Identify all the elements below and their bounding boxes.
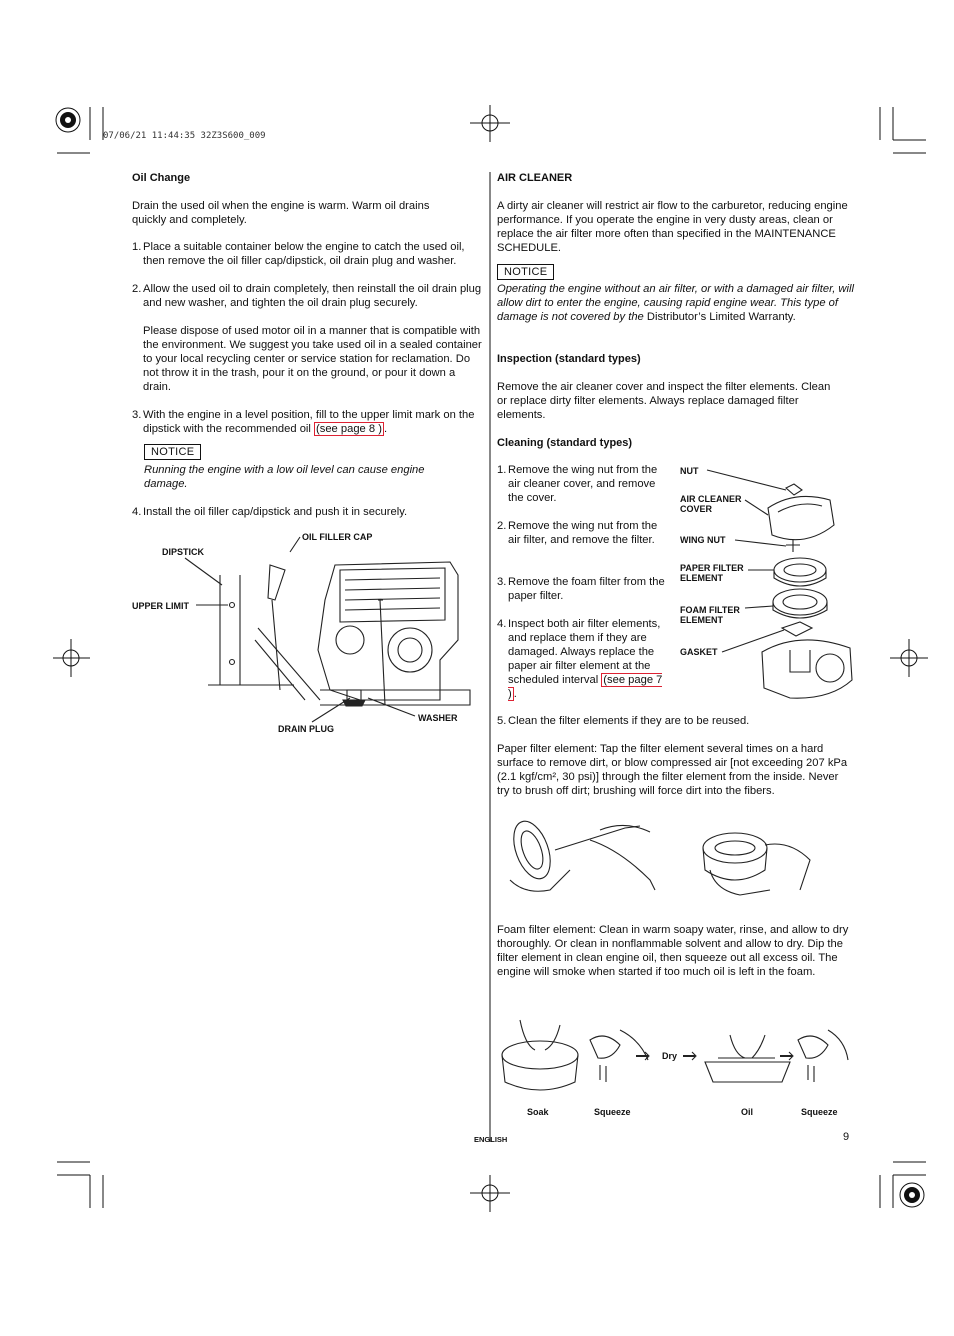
label-paper-filter: PAPER FILTER ELEMENT bbox=[680, 563, 744, 583]
notice-text: Running the engine with a low oil level can cause engine damage. bbox=[144, 464, 425, 490]
foam-filter-text: Foam filter element: Clean in warm soapy water, rinse, and allow to dry thoroughly. Or clean in nonflammable solvent and allow to dry. Dip the filter element in clean engine oil, then squeeze out all excess oil. The engine will smoke when started if too much oil is left in the foam. bbox=[497, 924, 849, 978]
label-washer: WASHER bbox=[418, 713, 458, 723]
air-notice-text: Operating the engine without an air filter, or with a damaged air filter, will allow dirt to enter the engine, causing rapid engine wear. This type of damage is not covered by the Distributor’s Limited Warranty. bbox=[497, 283, 854, 323]
notice-badge: NOTICE bbox=[144, 444, 201, 460]
air-notice-badge: NOTICE bbox=[497, 264, 554, 280]
oil-change-heading: Oil Change bbox=[132, 172, 191, 184]
label-oil: Oil bbox=[741, 1107, 754, 1117]
footer-language: ENGLISH bbox=[474, 1135, 508, 1144]
oil-step-4: 4. Install the oil filler cap/dipstick and push it in securely. bbox=[132, 506, 408, 518]
label-foam-filter: FOAM FILTER ELEMENT bbox=[680, 605, 740, 625]
air-step-3: 3. Remove the foam filter from the paper filter. bbox=[497, 576, 665, 602]
oil-step-1: 1. Place a suitable container below the engine to catch the used oil, then remove the oil filler cap/dipstick, oil drain plug and washer. bbox=[132, 241, 465, 267]
label-upper-limit: UPPER LIMIT bbox=[132, 601, 190, 611]
label-dipstick: DIPSTICK bbox=[162, 547, 205, 557]
oil-step-2: 2. Allow the used oil to drain completely, then reinstall the oil drain plug and new washer, and tighten the oil drain plug securely. bbox=[132, 283, 482, 309]
paper-filter-text: Paper filter element: Tap the filter element several times on a hard surface to remove dirt, or blow compressed air [not exceeding 207 kPa (2.1 kgf/cm², 30 psi)] through the filter element from the inside. Never try to brush off dirt; brushing will force dirt into the fibers. bbox=[497, 743, 848, 797]
air-step-2: 2. Remove the wing nut from the air filter, and remove the filter. bbox=[497, 520, 658, 546]
oil-disposal-note: Please dispose of used motor oil in a manner that is compatible with the environment. We suggest you take used oil in a sealed container to your local recycling center or service station for reclamation. Do not throw it in the trash, pour it on the ground, or pour it down a drain. bbox=[143, 325, 482, 393]
label-squeeze-2: Squeeze bbox=[801, 1107, 838, 1117]
label-oil-filler-cap: OIL FILLER CAP bbox=[302, 532, 373, 542]
inspection-heading: Inspection (standard types) bbox=[497, 353, 641, 365]
see-page-8-link[interactable]: (see page 8 ) bbox=[316, 423, 382, 435]
cleaning-heading: Cleaning (standard types) bbox=[497, 437, 633, 449]
label-drain-plug: DRAIN PLUG bbox=[278, 724, 334, 734]
print-stamp: 07/06/21 11:44:35 32Z3S600_009 bbox=[103, 131, 266, 141]
label-soak: Soak bbox=[527, 1107, 549, 1117]
air-step-5: 5. Clean the filter elements if they are to be reused. bbox=[497, 715, 750, 727]
label-squeeze-1: Squeeze bbox=[594, 1107, 631, 1117]
label-wing-nut: WING NUT bbox=[680, 535, 726, 545]
label-dry: Dry bbox=[662, 1051, 678, 1061]
air-step-4: 4. Inspect both air filter elements, and replace them if they are damaged. Always replace the paper air filter element at the scheduled interval (see page 7 ) . bbox=[497, 618, 663, 700]
see-page-7-link[interactable]: (see page 7 ) bbox=[508, 674, 663, 700]
label-nut: NUT bbox=[680, 466, 699, 476]
air-step-1: 1. Remove the wing nut from the air cleaner cover, and remove the cover. bbox=[497, 464, 658, 504]
label-gasket: GASKET bbox=[680, 647, 718, 657]
page-number: 9 bbox=[843, 1131, 850, 1143]
label-air-cleaner-cover: AIR CLEANER COVER bbox=[680, 494, 742, 514]
oil-step-3: 3. With the engine in a level position, fill to the upper limit mark on the dipstick with the recommended oil (see page 8 ) . bbox=[132, 409, 475, 435]
oil-change-intro: Drain the used oil when the engine is warm. Warm oil drains quickly and completely. bbox=[132, 200, 430, 226]
air-cleaner-heading: AIR CLEANER bbox=[497, 172, 573, 184]
inspection-text: Remove the air cleaner cover and inspect the filter elements. Clean or replace dirty filter elements. Always replace damaged filter elements. bbox=[497, 381, 831, 421]
air-cleaner-intro: A dirty air cleaner will restrict air flow to the carburetor, reducing engine performance. If you operate the engine in very dusty areas, clean or replace the air filter more often than specified in the MAINTENANCE SCHEDULE. bbox=[497, 200, 848, 254]
